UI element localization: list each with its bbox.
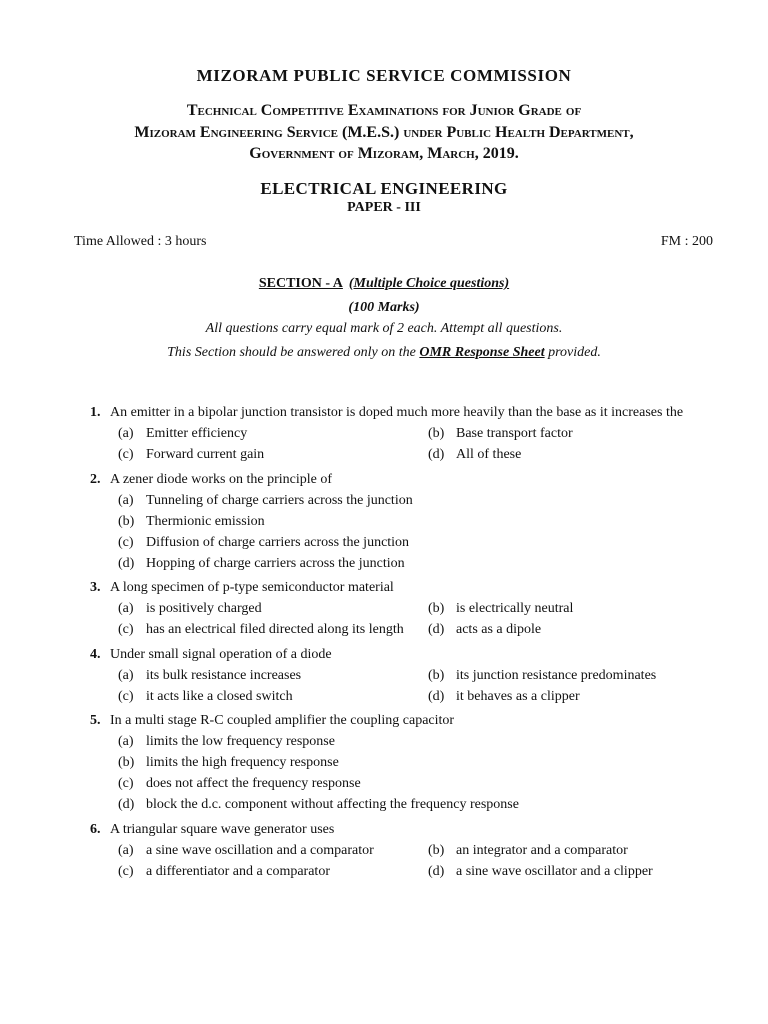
section-title: SECTION - A [258, 276, 343, 291]
question-3 [90, 580, 394, 596]
instruction-line-2 [0, 345, 768, 361]
option-text: Base transport factor [456, 426, 573, 441]
option-d [428, 447, 521, 463]
option-text: has an electrical filed directed along its length [146, 622, 404, 637]
question-number: 3. [90, 580, 101, 595]
option-c [118, 622, 404, 638]
exam-title-line-2: Mizoram Engineering Service (M.E.S.) under Public Health Department, [134, 124, 634, 141]
full-marks: FM : 200 [660, 234, 713, 249]
option-text: is positively charged [146, 601, 262, 616]
option-text: it acts like a closed switch [146, 689, 293, 704]
option-text: Diffusion of charge carriers across the junction [146, 535, 410, 550]
option-text: it behaves as a clipper [456, 689, 580, 704]
option-label: (b) [428, 668, 445, 683]
option-label: (b) [428, 601, 445, 616]
option-label: (c) [118, 689, 134, 704]
option-label: (c) [118, 535, 134, 550]
option-text: an integrator and a comparator [456, 843, 628, 858]
option-b [428, 843, 628, 859]
option-text: its bulk resistance increases [146, 668, 302, 683]
option-label: (b) [428, 426, 445, 441]
exam-title-line-3: Government of Mizoram, March, 2019. [249, 145, 519, 162]
question-number: 4. [90, 647, 101, 662]
option-text: Emitter efficiency [146, 426, 248, 441]
option-text: a differentiator and a comparator [146, 864, 330, 879]
option-a [118, 668, 301, 684]
section-heading [0, 276, 768, 292]
option-label: (a) [118, 493, 134, 508]
option-label: (c) [118, 864, 134, 879]
option-label: (d) [428, 447, 445, 462]
option-label: (b) [428, 843, 445, 858]
option-label: (d) [118, 797, 135, 812]
question-number: 1. [90, 405, 101, 420]
option-label: (d) [428, 622, 445, 637]
option-b [428, 426, 573, 442]
question-number: 2. [90, 472, 101, 487]
instruction-text-end: provided. [544, 345, 601, 360]
option-text: is electrically neutral [456, 601, 574, 616]
option-text: its junction resistance predominates [456, 668, 657, 683]
question-4 [90, 647, 332, 663]
instruction-text-start: This Section should be answered only on the [167, 345, 420, 360]
option-label: (d) [428, 864, 445, 879]
option-b [428, 601, 573, 617]
option-label: (a) [118, 601, 134, 616]
option-text: a sine wave oscillator and a clipper [456, 864, 653, 879]
option-label: (d) [428, 689, 445, 704]
option-label: (a) [118, 734, 134, 749]
option-c [118, 535, 409, 551]
question-text: A zener diode works on the principle of [110, 472, 332, 487]
option-d [118, 556, 405, 572]
option-a [118, 843, 374, 859]
option-text: Tunneling of charge carriers across the junction [146, 493, 413, 508]
option-text: Thermionic emission [146, 514, 265, 529]
question-text: A triangular square wave generator uses [110, 822, 335, 837]
option-b [428, 668, 656, 684]
option-a [118, 601, 262, 617]
question-number: 6. [90, 822, 101, 837]
section-marks: (100 Marks) [348, 300, 420, 315]
option-label: (c) [118, 776, 134, 791]
question-1 [90, 405, 683, 421]
question-number: 5. [90, 713, 101, 728]
section-subtitle: (Multiple Choice questions) [348, 276, 510, 291]
option-text: Hopping of charge carriers across the junction [146, 556, 405, 571]
option-a [118, 493, 413, 509]
option-c [118, 864, 330, 880]
option-label: (b) [118, 755, 135, 770]
question-text: A long specimen of p-type semiconductor material [110, 580, 394, 595]
option-label: (b) [118, 514, 135, 529]
option-label: (c) [118, 447, 134, 462]
option-text: a sine wave oscillation and a comparator [146, 843, 374, 858]
paper-number: PAPER - III [347, 200, 421, 215]
option-label: (a) [118, 426, 134, 441]
option-a [118, 734, 335, 750]
option-text: limits the low frequency response [146, 734, 335, 749]
subject-title: ELECTRICAL ENGINEERING [260, 179, 508, 198]
option-a [118, 426, 247, 442]
option-d [428, 689, 580, 705]
option-label: (a) [118, 843, 134, 858]
omr-sheet-emphasis: OMR Response Sheet [419, 345, 545, 360]
option-c [118, 689, 293, 705]
question-text: Under small signal operation of a diode [110, 647, 332, 662]
exam-title-line-1: Technical Competitive Examinations for Junior Grade of [186, 102, 582, 119]
option-d [428, 864, 653, 880]
option-label: (d) [118, 556, 135, 571]
option-c [118, 776, 361, 792]
option-text: block the d.c. component without affecting the frequency response [146, 797, 519, 812]
commission-title: MIZORAM PUBLIC SERVICE COMMISSION [196, 66, 572, 85]
option-text: Forward current gain [146, 447, 265, 462]
option-text: limits the high frequency response [146, 755, 339, 770]
question-text: In a multi stage R-C coupled amplifier the coupling capacitor [110, 713, 455, 728]
option-label: (a) [118, 668, 134, 683]
question-text: An emitter in a bipolar junction transistor is doped much more heavily than the base as it increases the [110, 405, 684, 420]
option-c [118, 447, 264, 463]
option-d [118, 797, 519, 813]
question-2 [90, 472, 332, 488]
option-text: acts as a dipole [456, 622, 542, 637]
option-b [118, 514, 265, 530]
instruction-line-1: All questions carry equal mark of 2 each. Attempt all questions. [205, 321, 563, 336]
option-text: All of these [456, 447, 522, 462]
option-label: (c) [118, 622, 134, 637]
option-b [118, 755, 339, 771]
question-5 [90, 713, 454, 729]
time-allowed: Time Allowed : 3 hours [74, 234, 207, 249]
question-6 [90, 822, 334, 838]
option-d [428, 622, 541, 638]
option-text: does not affect the frequency response [146, 776, 361, 791]
